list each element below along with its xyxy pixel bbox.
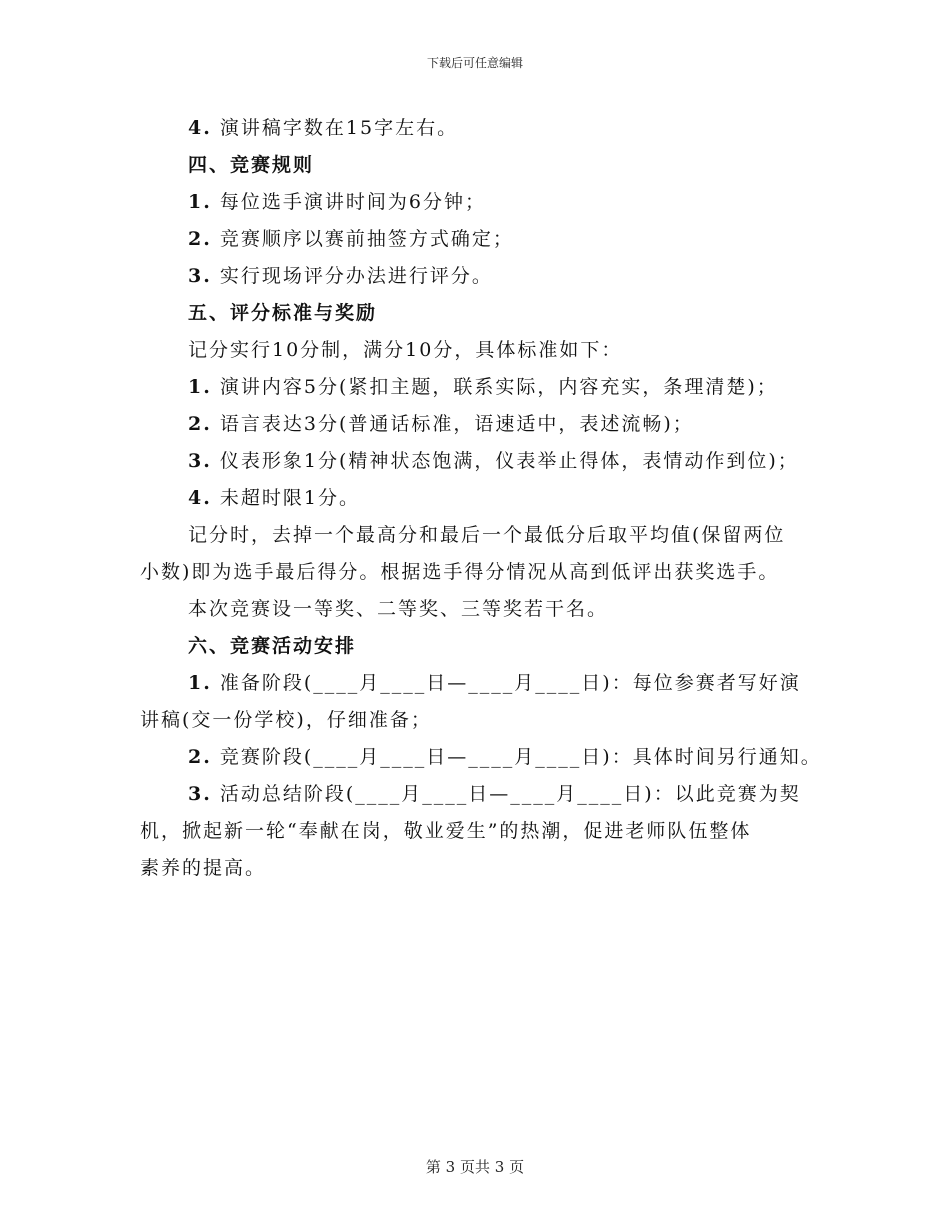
item-number: 1.	[188, 376, 212, 398]
list-item	[188, 448, 799, 474]
list-item	[188, 115, 458, 141]
item-text: 竞赛阶段(____月____日—____月____日)：具体时间另行通知。	[219, 746, 822, 768]
item-text: 语言表达3分(普通话标准，语速适中，表述流畅)；	[219, 413, 694, 435]
item-number: 3.	[188, 783, 212, 805]
item-number: 3.	[188, 265, 212, 287]
item-text: 未超时限1分。	[219, 487, 360, 509]
item-text: 活动总结阶段(____月____日—____月____日)：以此竞赛为契	[219, 783, 801, 805]
list-item	[188, 374, 778, 400]
paragraph-line: 记分实行10分制，满分10分，具体标准如下：	[188, 339, 623, 361]
page-header: 下载后可任意编辑	[426, 56, 523, 70]
paragraph-line: 素养的提高。	[140, 857, 267, 879]
item-number: 1.	[188, 672, 212, 694]
list-item	[188, 189, 486, 215]
item-text: 每位选手演讲时间为6分钟；	[219, 191, 486, 213]
section-heading: 五、评分标准与奖励	[188, 302, 378, 324]
item-text: 准备阶段(____月____日—____月____日)：每位参赛者写好演	[219, 672, 801, 694]
list-item	[188, 781, 801, 807]
paragraph-line: 讲稿(交一份学校)，仔细准备；	[140, 709, 432, 731]
item-number: 3.	[188, 450, 212, 472]
paragraph-line: 机，掀起新一轮“奉献在岗，敬业爱生”的热潮，促进老师队伍整体	[140, 820, 752, 842]
item-text: 实行现场评分办法进行评分。	[219, 265, 493, 287]
item-text: 仪表形象1分(精神状态饱满，仪表举止得体，表情动作到位)；	[219, 450, 799, 472]
paragraph-line: 记分时，去掉一个最高分和最后一个最低分后取平均值(保留两位	[188, 524, 786, 546]
item-text: 演讲稿字数在15字左右。	[219, 117, 459, 139]
paragraph-line: 本次竞赛设一等奖、二等奖、三等奖若干名。	[188, 598, 609, 620]
item-text: 演讲内容5分(紧扣主题，联系实际，内容充实，条理清楚)；	[219, 376, 778, 398]
item-number: 4.	[188, 117, 212, 139]
list-item	[188, 744, 822, 770]
item-number: 2.	[188, 413, 212, 435]
list-item	[188, 411, 694, 437]
list-item	[188, 263, 493, 289]
list-item	[188, 226, 514, 252]
item-text: 竞赛顺序以赛前抽签方式确定；	[219, 228, 514, 250]
paragraph-line: 小数)即为选手最后得分。根据选手得分情况从高到低评出获奖选手。	[140, 561, 780, 583]
item-number: 1.	[188, 191, 212, 213]
list-item	[188, 485, 360, 511]
section-heading: 六、竞赛活动安排	[188, 635, 357, 657]
item-number: 2.	[188, 228, 212, 250]
page-footer: 第 3 页共 3 页	[425, 1158, 525, 1176]
list-item	[188, 670, 801, 696]
item-number: 2.	[188, 746, 212, 768]
item-number: 4.	[188, 487, 212, 509]
section-heading: 四、竞赛规则	[188, 154, 315, 176]
